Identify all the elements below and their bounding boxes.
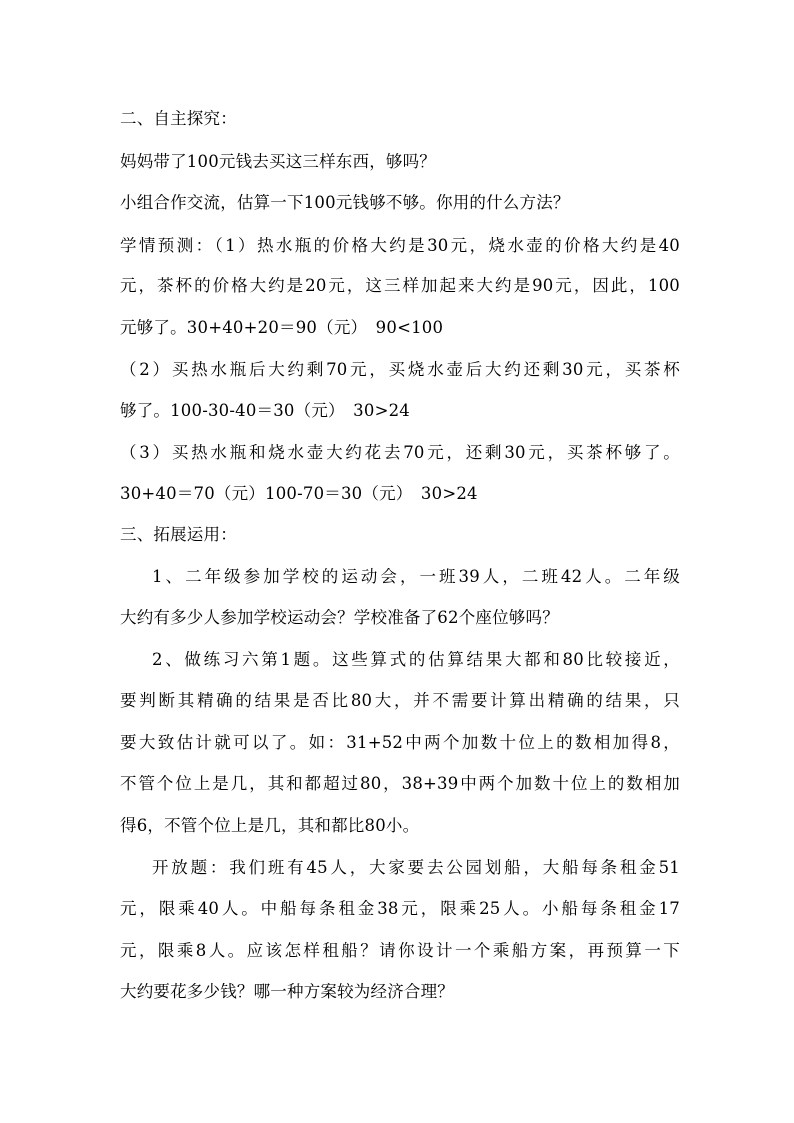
text-line: 妈妈带了100元钱去买这三样东西，够吗？ <box>120 152 436 171</box>
text-line: 要大致估计就可以了。如：31+52中两个加数十位上的数相加得8， <box>120 733 680 752</box>
section-heading-extend: 三、拓展运用： <box>120 525 237 544</box>
text-line: 小组合作交流，估算一下100元钱够不够。你用的什么方法？ <box>120 193 570 212</box>
text-line: 不管个位上是几，其和都超过80，38+39中两个加数十位上的数相加 <box>120 774 680 793</box>
text-line: （2）买热水瓶后大约剩70元，买烧水壶后大约还剩30元，买茶杯 <box>120 360 680 379</box>
text-line: 要判断其精确的结果是否比80大，并不需要计算出精确的结果，只 <box>120 691 680 710</box>
text-line: 元，茶杯的价格大约是20元，这三样加起来大约是90元，因此，100 <box>120 276 680 295</box>
text-line: 大约要花多少钱？哪一种方案较为经济合理？ <box>120 982 454 1001</box>
text-line: 够了。100-30-40＝30（元） 30>24 <box>120 401 410 420</box>
text-line: 1、二年级参加学校的运动会，一班39人，二班42人。二年级 <box>152 567 680 586</box>
section-heading-explore: 二、自主探究： <box>120 109 237 128</box>
text-line: 元，限乘8人。应该怎样租船？请你设计一个乘船方案，再预算一下 <box>120 941 680 960</box>
text-line: 得6，不管个位上是几，其和都比80小。 <box>120 816 420 835</box>
text-line: 大约有多少人参加学校运动会？学校准备了62个座位够吗？ <box>120 608 559 627</box>
text-line: 学情预测：（1）热水瓶的价格大约是30元，烧水壶的价格大约是40 <box>120 236 680 255</box>
text-line: 30+40＝70（元）100-70＝30（元） 30>24 <box>120 484 478 503</box>
text-line: 开放题：我们班有45人，大家要去公园划船，大船每条租金51 <box>152 858 680 877</box>
text-line: （3）买热水瓶和烧水壶大约花去70元，还剩30元，买茶杯够了。 <box>120 443 680 462</box>
text-line: 元，限乘40人。中船每条租金38元，限乘25人。小船每条租金17 <box>120 899 680 918</box>
text-line: 2、做练习六第1题。这些算式的估算结果大都和80比较接近， <box>152 650 680 669</box>
text-line: 元够了。30+40+20＝90（元） 90<100 <box>120 318 444 337</box>
